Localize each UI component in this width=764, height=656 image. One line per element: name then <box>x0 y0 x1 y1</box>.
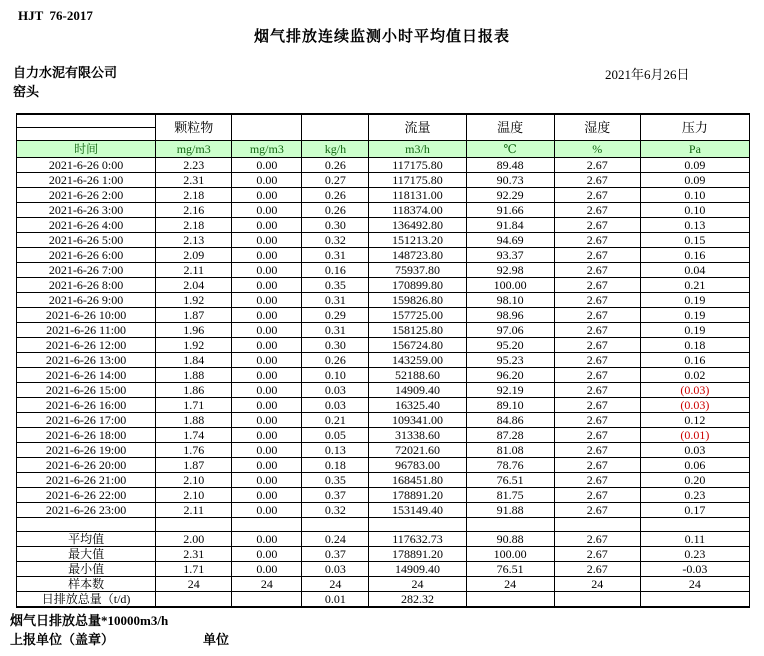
value-cell: 0.03 <box>640 443 749 458</box>
value-cell: 91.84 <box>466 218 554 233</box>
value-cell: 168451.80 <box>369 473 466 488</box>
value-cell: 0.00 <box>232 203 302 218</box>
value-cell: 0.03 <box>302 398 369 413</box>
value-cell: 0.16 <box>302 263 369 278</box>
value-cell: 2.67 <box>554 173 640 188</box>
row-label-cell: 2021-6-26 21:00 <box>17 473 156 488</box>
row-label-cell: 2021-6-26 13:00 <box>17 353 156 368</box>
value-cell: 14909.40 <box>369 383 466 398</box>
value-cell: 2.11 <box>156 503 232 518</box>
value-cell: 0.00 <box>232 383 302 398</box>
value-cell: 0.19 <box>640 293 749 308</box>
value-cell: 2.67 <box>554 443 640 458</box>
value-cell: 24 <box>302 577 369 592</box>
value-cell: 98.10 <box>466 293 554 308</box>
value-cell: 2.67 <box>554 368 640 383</box>
value-cell: 2.23 <box>156 158 232 173</box>
value-cell: 52188.60 <box>369 368 466 383</box>
value-cell: 0.00 <box>232 562 302 577</box>
value-cell <box>369 518 466 532</box>
spacer-row <box>17 518 750 532</box>
row-label-cell: 样本数 <box>17 577 156 592</box>
value-cell: 117175.80 <box>369 158 466 173</box>
row-label-cell: 2021-6-26 5:00 <box>17 233 156 248</box>
value-cell: 2.67 <box>554 203 640 218</box>
blank-cell <box>232 114 302 141</box>
value-cell: 0.31 <box>302 248 369 263</box>
value-cell: 0.23 <box>640 547 749 562</box>
value-cell: 2.18 <box>156 218 232 233</box>
value-cell: 0.16 <box>640 248 749 263</box>
value-cell: 117632.73 <box>369 532 466 547</box>
value-cell: 0.00 <box>232 278 302 293</box>
value-cell: 0.00 <box>232 547 302 562</box>
value-cell: 96783.00 <box>369 458 466 473</box>
value-cell: 178891.20 <box>369 488 466 503</box>
value-cell: 96.20 <box>466 368 554 383</box>
value-cell: 282.32 <box>369 592 466 608</box>
value-cell: 24 <box>640 577 749 592</box>
value-cell: 0.04 <box>640 263 749 278</box>
footer-note: 烟气日排放总量*10000m3/h <box>10 613 169 628</box>
value-cell: 0.00 <box>232 532 302 547</box>
value-cell: 2.67 <box>554 503 640 518</box>
value-cell <box>302 518 369 532</box>
value-cell: 0.32 <box>302 503 369 518</box>
value-cell: 0.06 <box>640 458 749 473</box>
value-cell: 0.00 <box>232 323 302 338</box>
value-cell: 0.26 <box>302 353 369 368</box>
value-cell: 0.00 <box>232 458 302 473</box>
value-cell: 100.00 <box>466 547 554 562</box>
value-cell: 0.00 <box>232 233 302 248</box>
value-cell: 0.37 <box>302 488 369 503</box>
value-cell: 81.08 <box>466 443 554 458</box>
row-label-cell: 2021-6-26 18:00 <box>17 428 156 443</box>
value-cell: 0.00 <box>232 473 302 488</box>
units-row <box>17 141 750 158</box>
monitoring-point: 窑头 <box>13 84 40 99</box>
value-cell: 2.67 <box>554 398 640 413</box>
row-label-cell: 2021-6-26 3:00 <box>17 203 156 218</box>
value-cell: 0.00 <box>232 413 302 428</box>
value-cell: 0.35 <box>302 473 369 488</box>
value-cell: 2.67 <box>554 158 640 173</box>
value-cell: 16325.40 <box>369 398 466 413</box>
row-label-cell: 2021-6-26 8:00 <box>17 278 156 293</box>
value-cell: 2.67 <box>554 383 640 398</box>
column-header-temperature: 温度 <box>466 114 554 141</box>
value-cell: 92.19 <box>466 383 554 398</box>
table-row <box>17 278 750 293</box>
value-cell: 0.29 <box>302 308 369 323</box>
value-cell: 0.17 <box>640 503 749 518</box>
value-cell: 93.37 <box>466 248 554 263</box>
value-cell: 117175.80 <box>369 173 466 188</box>
value-cell: 100.00 <box>466 278 554 293</box>
value-cell: 2.67 <box>554 547 640 562</box>
value-cell: 157725.00 <box>369 308 466 323</box>
column-header-pressure: 压力 <box>640 114 749 141</box>
value-cell: 0.00 <box>232 443 302 458</box>
row-label-cell: 2021-6-26 20:00 <box>17 458 156 473</box>
value-cell: 0.09 <box>640 173 749 188</box>
value-cell: 2.18 <box>156 188 232 203</box>
value-cell: 90.88 <box>466 532 554 547</box>
value-cell: 24 <box>466 577 554 592</box>
value-cell: 0.10 <box>302 368 369 383</box>
value-cell: 2.11 <box>156 263 232 278</box>
column-header-humidity: 湿度 <box>554 114 640 141</box>
table-row <box>17 173 750 188</box>
row-label-cell: 2021-6-26 10:00 <box>17 308 156 323</box>
value-cell: 0.00 <box>232 308 302 323</box>
value-cell: 0.00 <box>232 368 302 383</box>
value-cell: 2.67 <box>554 353 640 368</box>
value-cell: 78.76 <box>466 458 554 473</box>
value-cell: 0.11 <box>640 532 749 547</box>
value-cell: 0.00 <box>232 503 302 518</box>
value-cell: 24 <box>554 577 640 592</box>
value-cell: 0.00 <box>232 338 302 353</box>
value-cell: 0.18 <box>640 338 749 353</box>
unit-cell: ℃ <box>466 141 554 158</box>
value-cell <box>156 592 232 608</box>
value-cell: 0.00 <box>232 398 302 413</box>
table-row <box>17 353 750 368</box>
value-cell <box>232 518 302 532</box>
value-cell: 0.31 <box>302 293 369 308</box>
value-cell <box>640 592 749 608</box>
value-cell: 0.03 <box>302 383 369 398</box>
value-cell: 1.86 <box>156 383 232 398</box>
value-cell: 170899.80 <box>369 278 466 293</box>
value-cell: 2.67 <box>554 188 640 203</box>
value-cell: 0.02 <box>640 368 749 383</box>
value-cell: 84.86 <box>466 413 554 428</box>
row-label-cell: 2021-6-26 15:00 <box>17 383 156 398</box>
value-cell: 95.20 <box>466 338 554 353</box>
value-cell: 0.19 <box>640 308 749 323</box>
unit-cell: % <box>554 141 640 158</box>
value-cell: (0.01) <box>640 428 749 443</box>
value-cell: 148723.80 <box>369 248 466 263</box>
unit-cell: mg/m3 <box>232 141 302 158</box>
table-row <box>17 248 750 263</box>
value-cell: 24 <box>369 577 466 592</box>
value-cell: 2.10 <box>156 488 232 503</box>
column-header-flow: 流量 <box>369 114 466 141</box>
value-cell: 0.32 <box>302 233 369 248</box>
value-cell: 91.88 <box>466 503 554 518</box>
value-cell: 109341.00 <box>369 413 466 428</box>
value-cell: 87.28 <box>466 428 554 443</box>
value-cell: 2.67 <box>554 488 640 503</box>
value-cell: 1.76 <box>156 443 232 458</box>
value-cell: 2.04 <box>156 278 232 293</box>
summary-row <box>17 532 750 547</box>
row-label-cell: 2021-6-26 6:00 <box>17 248 156 263</box>
value-cell: 0.03 <box>302 562 369 577</box>
value-cell: 2.67 <box>554 323 640 338</box>
unit-cell: kg/h <box>302 141 369 158</box>
value-cell: -0.03 <box>640 562 749 577</box>
value-cell: 0.15 <box>640 233 749 248</box>
value-cell <box>232 592 302 608</box>
value-cell: 76.51 <box>466 473 554 488</box>
value-cell: 151213.20 <box>369 233 466 248</box>
report-unit-label: 上报单位（盖章） <box>10 632 115 647</box>
summary-row <box>17 592 750 608</box>
report-table <box>16 113 750 608</box>
value-cell: 2.67 <box>554 532 640 547</box>
value-cell: 0.20 <box>640 473 749 488</box>
value-cell: 0.19 <box>640 323 749 338</box>
value-cell <box>554 592 640 608</box>
table-row <box>17 338 750 353</box>
value-cell: 0.00 <box>232 488 302 503</box>
value-cell: 89.10 <box>466 398 554 413</box>
value-cell: 0.21 <box>302 413 369 428</box>
table-row <box>17 188 750 203</box>
table-row <box>17 308 750 323</box>
value-cell: 24 <box>156 577 232 592</box>
value-cell: 91.66 <box>466 203 554 218</box>
value-cell: 1.84 <box>156 353 232 368</box>
value-cell: 0.10 <box>640 188 749 203</box>
value-cell: 0.30 <box>302 338 369 353</box>
table-row <box>17 323 750 338</box>
value-cell: 2.67 <box>554 562 640 577</box>
value-cell: 95.23 <box>466 353 554 368</box>
unit-cell: m3/h <box>369 141 466 158</box>
value-cell: 2.16 <box>156 203 232 218</box>
value-cell: 72021.60 <box>369 443 466 458</box>
unit-label: 单位 <box>203 632 230 647</box>
row-label-cell <box>17 518 156 532</box>
table-row <box>17 233 750 248</box>
value-cell: 0.10 <box>640 203 749 218</box>
table-row <box>17 428 750 443</box>
value-cell: (0.03) <box>640 383 749 398</box>
value-cell: 0.16 <box>640 353 749 368</box>
value-cell: 1.87 <box>156 308 232 323</box>
table-row <box>17 503 750 518</box>
value-cell: 0.05 <box>302 428 369 443</box>
value-cell: 0.27 <box>302 173 369 188</box>
value-cell: 98.96 <box>466 308 554 323</box>
row-label-cell: 2021-6-26 2:00 <box>17 188 156 203</box>
summary-row <box>17 562 750 577</box>
company-name: 自力水泥有限公司 <box>13 65 118 80</box>
value-cell: 0.00 <box>232 188 302 203</box>
value-cell: 1.96 <box>156 323 232 338</box>
value-cell <box>554 518 640 532</box>
blank-cell <box>17 128 156 141</box>
row-label-cell: 2021-6-26 12:00 <box>17 338 156 353</box>
value-cell: 92.29 <box>466 188 554 203</box>
value-cell: 90.73 <box>466 173 554 188</box>
value-cell: 75937.80 <box>369 263 466 278</box>
unit-cell: mg/m3 <box>156 141 232 158</box>
unit-cell: Pa <box>640 141 749 158</box>
value-cell: 2.67 <box>554 308 640 323</box>
value-cell: 0.30 <box>302 218 369 233</box>
value-cell: 94.69 <box>466 233 554 248</box>
value-cell: 97.06 <box>466 323 554 338</box>
summary-row <box>17 577 750 592</box>
row-label-cell: 最大值 <box>17 547 156 562</box>
value-cell: 0.00 <box>232 293 302 308</box>
value-cell: 2.67 <box>554 248 640 263</box>
summary-row <box>17 547 750 562</box>
value-cell: 118374.00 <box>369 203 466 218</box>
column-header-particulate: 颗粒物 <box>156 114 232 141</box>
value-cell: 14909.40 <box>369 562 466 577</box>
table-row <box>17 473 750 488</box>
row-label-cell: 日排放总量（t/d) <box>17 592 156 608</box>
row-label-cell: 最小值 <box>17 562 156 577</box>
value-cell: 0.18 <box>302 458 369 473</box>
value-cell: 0.09 <box>640 158 749 173</box>
value-cell: 76.51 <box>466 562 554 577</box>
value-cell: 158125.80 <box>369 323 466 338</box>
value-cell: 81.75 <box>466 488 554 503</box>
value-cell: 0.00 <box>232 158 302 173</box>
time-header: 时间 <box>17 141 156 158</box>
value-cell: 31338.60 <box>369 428 466 443</box>
value-cell: 2.09 <box>156 248 232 263</box>
value-cell: 2.31 <box>156 547 232 562</box>
value-cell: 2.67 <box>554 293 640 308</box>
value-cell: 2.67 <box>554 413 640 428</box>
value-cell: 1.92 <box>156 293 232 308</box>
value-cell: 1.74 <box>156 428 232 443</box>
value-cell: 0.31 <box>302 323 369 338</box>
value-cell: 0.23 <box>640 488 749 503</box>
table-row <box>17 293 750 308</box>
value-cell: 2.13 <box>156 233 232 248</box>
value-cell: 2.67 <box>554 338 640 353</box>
row-label-cell: 2021-6-26 9:00 <box>17 293 156 308</box>
table-row <box>17 413 750 428</box>
column-group-header-row <box>17 114 750 128</box>
table-row <box>17 488 750 503</box>
value-cell: 2.67 <box>554 428 640 443</box>
row-label-cell: 2021-6-26 0:00 <box>17 158 156 173</box>
value-cell: 0.13 <box>640 218 749 233</box>
value-cell: 2.67 <box>554 233 640 248</box>
table-row <box>17 443 750 458</box>
row-label-cell: 2021-6-26 7:00 <box>17 263 156 278</box>
value-cell: 156724.80 <box>369 338 466 353</box>
value-cell: 2.00 <box>156 532 232 547</box>
row-label-cell: 2021-6-26 17:00 <box>17 413 156 428</box>
value-cell: 0.00 <box>232 248 302 263</box>
value-cell: 2.10 <box>156 473 232 488</box>
row-label-cell: 2021-6-26 19:00 <box>17 443 156 458</box>
value-cell: 92.98 <box>466 263 554 278</box>
value-cell: 89.48 <box>466 158 554 173</box>
value-cell: 1.71 <box>156 562 232 577</box>
value-cell: 24 <box>232 577 302 592</box>
table-row <box>17 383 750 398</box>
row-label-cell: 2021-6-26 22:00 <box>17 488 156 503</box>
value-cell: 0.00 <box>232 428 302 443</box>
value-cell: 153149.40 <box>369 503 466 518</box>
report-title: 烟气排放连续监测小时平均值日报表 <box>253 29 510 45</box>
value-cell: 159826.80 <box>369 293 466 308</box>
report-date: 2021年6月26日 <box>605 67 690 82</box>
value-cell: 0.24 <box>302 532 369 547</box>
value-cell: 0.01 <box>302 592 369 608</box>
value-cell <box>640 518 749 532</box>
value-cell: 2.67 <box>554 473 640 488</box>
table-row <box>17 158 750 173</box>
value-cell: 0.00 <box>232 353 302 368</box>
row-label-cell: 平均值 <box>17 532 156 547</box>
value-cell <box>466 592 554 608</box>
value-cell: 0.13 <box>302 443 369 458</box>
value-cell: 118131.00 <box>369 188 466 203</box>
value-cell: (0.03) <box>640 398 749 413</box>
value-cell: 0.12 <box>640 413 749 428</box>
value-cell: 0.21 <box>640 278 749 293</box>
value-cell: 0.00 <box>232 263 302 278</box>
value-cell: 1.88 <box>156 413 232 428</box>
value-cell: 1.71 <box>156 398 232 413</box>
row-label-cell: 2021-6-26 16:00 <box>17 398 156 413</box>
value-cell: 2.67 <box>554 278 640 293</box>
row-label-cell: 2021-6-26 11:00 <box>17 323 156 338</box>
value-cell <box>466 518 554 532</box>
row-label-cell: 2021-6-26 23:00 <box>17 503 156 518</box>
value-cell: 178891.20 <box>369 547 466 562</box>
blank-cell <box>302 114 369 141</box>
value-cell: 0.26 <box>302 188 369 203</box>
value-cell: 0.26 <box>302 158 369 173</box>
value-cell: 1.88 <box>156 368 232 383</box>
table-row <box>17 368 750 383</box>
blank-cell <box>17 114 156 128</box>
row-label-cell: 2021-6-26 1:00 <box>17 173 156 188</box>
value-cell <box>156 518 232 532</box>
value-cell: 2.67 <box>554 218 640 233</box>
value-cell: 0.00 <box>232 218 302 233</box>
row-label-cell: 2021-6-26 14:00 <box>17 368 156 383</box>
standard-number: HJT 76-2017 <box>18 8 93 23</box>
value-cell: 0.26 <box>302 203 369 218</box>
table-row <box>17 218 750 233</box>
table-row <box>17 203 750 218</box>
value-cell: 0.00 <box>232 173 302 188</box>
table-row <box>17 398 750 413</box>
row-label-cell: 2021-6-26 4:00 <box>17 218 156 233</box>
value-cell: 143259.00 <box>369 353 466 368</box>
value-cell: 0.37 <box>302 547 369 562</box>
value-cell: 0.35 <box>302 278 369 293</box>
value-cell: 2.31 <box>156 173 232 188</box>
table-row <box>17 458 750 473</box>
value-cell: 2.67 <box>554 263 640 278</box>
value-cell: 1.92 <box>156 338 232 353</box>
value-cell: 136492.80 <box>369 218 466 233</box>
value-cell: 2.67 <box>554 458 640 473</box>
value-cell: 1.87 <box>156 458 232 473</box>
table-row <box>17 263 750 278</box>
